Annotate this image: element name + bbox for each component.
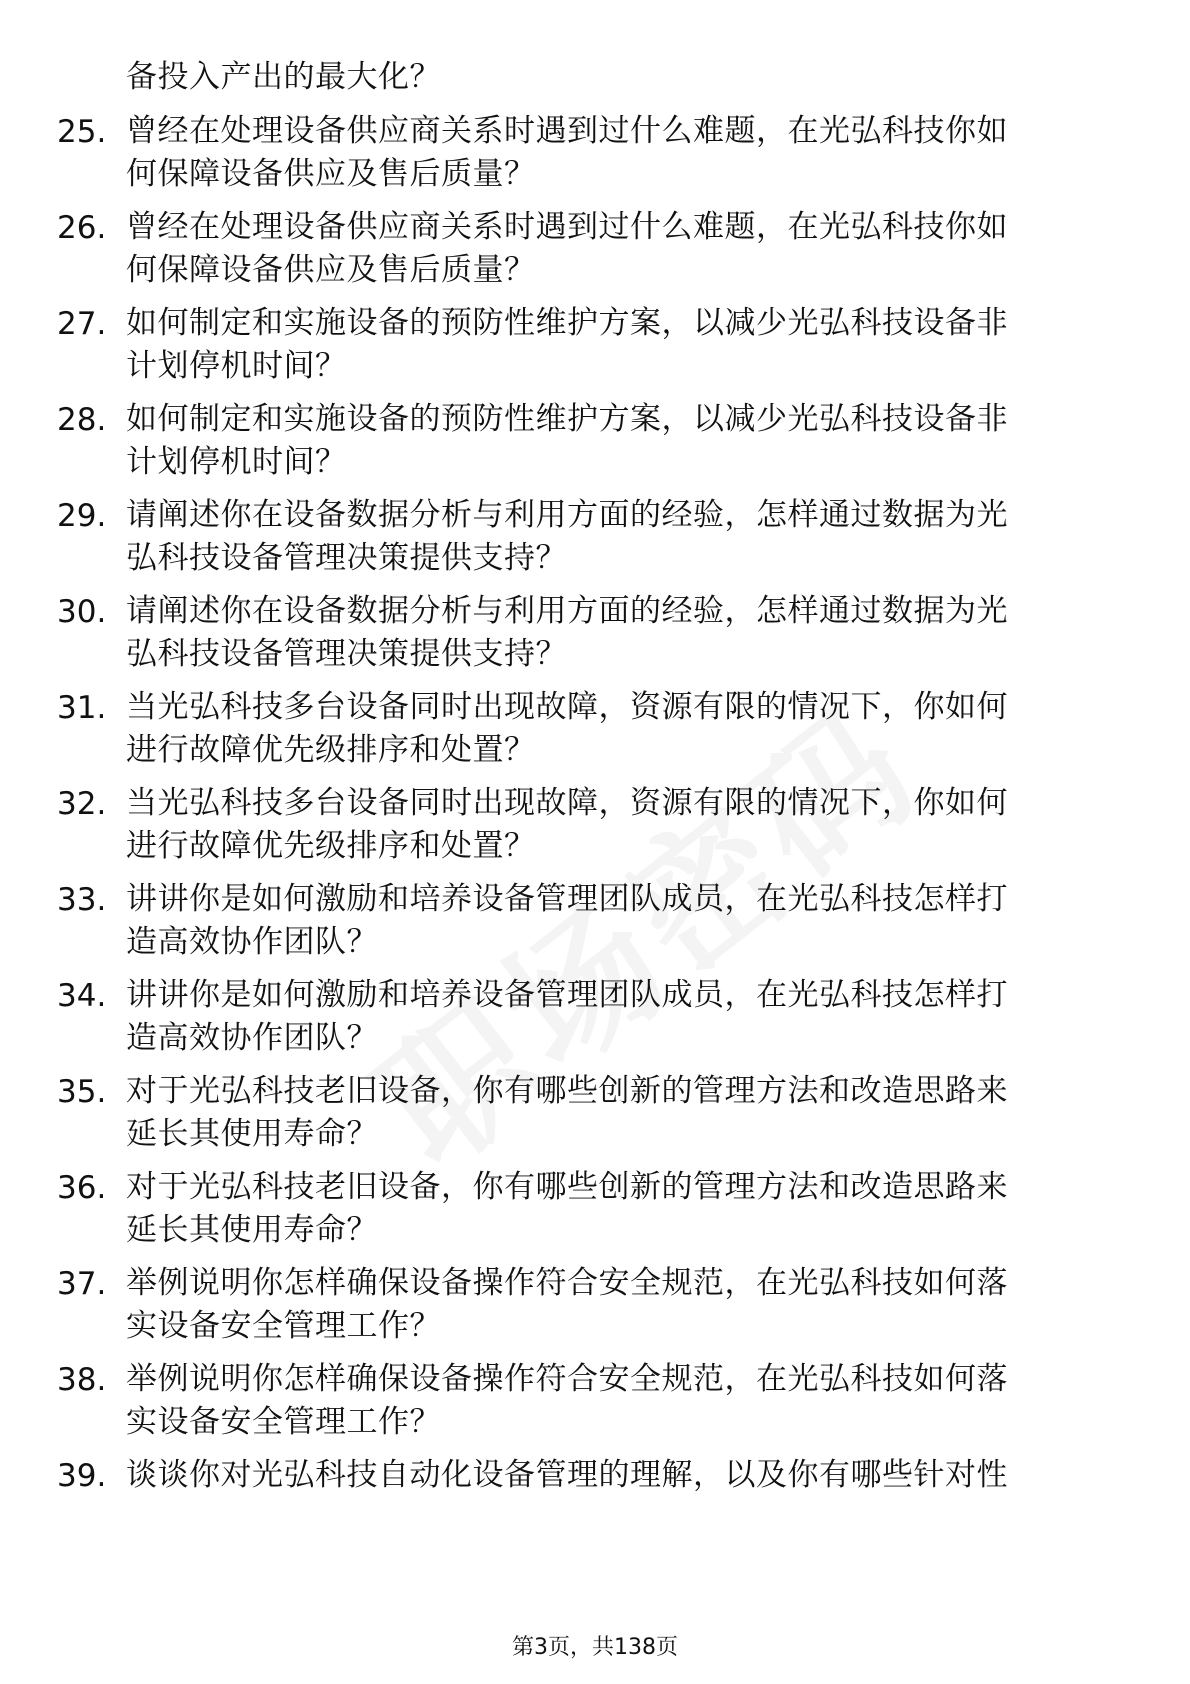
question-line: 弘科技设备管理决策提供支持？ (126, 636, 567, 672)
question-text (126, 686, 1116, 772)
question-number: 34. (57, 978, 107, 1014)
question-line: 延长其使用寿命？ (126, 1212, 378, 1248)
question-line: 对于光弘科技老旧设备，你有哪些创新的管理方法和改造思路来 (126, 1169, 1008, 1205)
previous-question-continuation: 备投入产出的最大化？ (126, 59, 441, 95)
question-line: 请阐述你在设备数据分析与利用方面的经验，怎样通过数据为光 (126, 497, 1008, 533)
question-line: 如何制定和实施设备的预防性维护方案，以减少光弘科技设备非 (126, 401, 1008, 437)
question-number: 30. (57, 594, 107, 630)
question-number: 27. (57, 306, 107, 342)
question-number: 26. (57, 210, 107, 246)
question-text (126, 302, 1116, 388)
question-number: 31. (57, 690, 107, 726)
question-line: 讲讲你是如何激励和培养设备管理团队成员，在光弘科技怎样打 (126, 881, 1008, 917)
question-number: 39. (57, 1458, 107, 1494)
question-line: 举例说明你怎样确保设备操作符合安全规范，在光弘科技如何落 (126, 1361, 1008, 1397)
question-text (126, 1262, 1116, 1348)
question-text (126, 110, 1116, 196)
question-number: 38. (57, 1362, 107, 1398)
page-footer (0, 1633, 1190, 1663)
question-line: 何保障设备供应及售后质量？ (126, 252, 536, 288)
question-number: 25. (57, 114, 107, 150)
question-text (126, 398, 1116, 484)
question-number: 28. (57, 402, 107, 438)
question-line: 造高效协作团队？ (126, 1020, 378, 1056)
question-line: 谈谈你对光弘科技自动化设备管理的理解，以及你有哪些针对性 (126, 1457, 1008, 1493)
question-line: 计划停机时间？ (126, 348, 347, 384)
question-line: 如何制定和实施设备的预防性维护方案，以减少光弘科技设备非 (126, 305, 1008, 341)
question-text (126, 878, 1116, 964)
question-line: 当光弘科技多台设备同时出现故障，资源有限的情况下，你如何 (126, 785, 1008, 821)
question-line: 延长其使用寿命？ (126, 1116, 378, 1152)
question-line: 曾经在处理设备供应商关系时遇到过什么难题，在光弘科技你如 (126, 113, 1008, 149)
question-number: 37. (57, 1266, 107, 1302)
question-line: 弘科技设备管理决策提供支持？ (126, 540, 567, 576)
question-text (126, 974, 1116, 1060)
question-number: 33. (57, 882, 107, 918)
question-text (126, 1358, 1116, 1444)
question-number: 29. (57, 498, 107, 534)
question-text (126, 590, 1116, 676)
question-line: 计划停机时间？ (126, 444, 347, 480)
page-number-label: 第3页，共138页 (512, 1635, 678, 1660)
question-line: 对于光弘科技老旧设备，你有哪些创新的管理方法和改造思路来 (126, 1073, 1008, 1109)
question-text (126, 1070, 1116, 1156)
question-text (126, 1454, 1116, 1497)
question-line: 实设备安全管理工作？ (126, 1308, 441, 1344)
question-line: 曾经在处理设备供应商关系时遇到过什么难题，在光弘科技你如 (126, 209, 1008, 245)
question-line: 造高效协作团队？ (126, 924, 378, 960)
question-line: 讲讲你是如何激励和培养设备管理团队成员，在光弘科技怎样打 (126, 977, 1008, 1013)
question-line: 进行故障优先级排序和处置？ (126, 828, 536, 864)
question-line: 举例说明你怎样确保设备操作符合安全规范，在光弘科技如何落 (126, 1265, 1008, 1301)
question-line: 进行故障优先级排序和处置？ (126, 732, 536, 768)
question-line: 请阐述你在设备数据分析与利用方面的经验，怎样通过数据为光 (126, 593, 1008, 629)
question-text (126, 1166, 1116, 1252)
question-line: 实设备安全管理工作？ (126, 1404, 441, 1440)
question-text (126, 494, 1116, 580)
question-line: 当光弘科技多台设备同时出现故障，资源有限的情况下，你如何 (126, 689, 1008, 725)
question-text (126, 782, 1116, 868)
question-number: 36. (57, 1170, 107, 1206)
question-number: 32. (57, 786, 107, 822)
question-text (126, 206, 1116, 292)
question-number: 35. (57, 1074, 107, 1110)
question-line: 何保障设备供应及售后质量？ (126, 156, 536, 192)
